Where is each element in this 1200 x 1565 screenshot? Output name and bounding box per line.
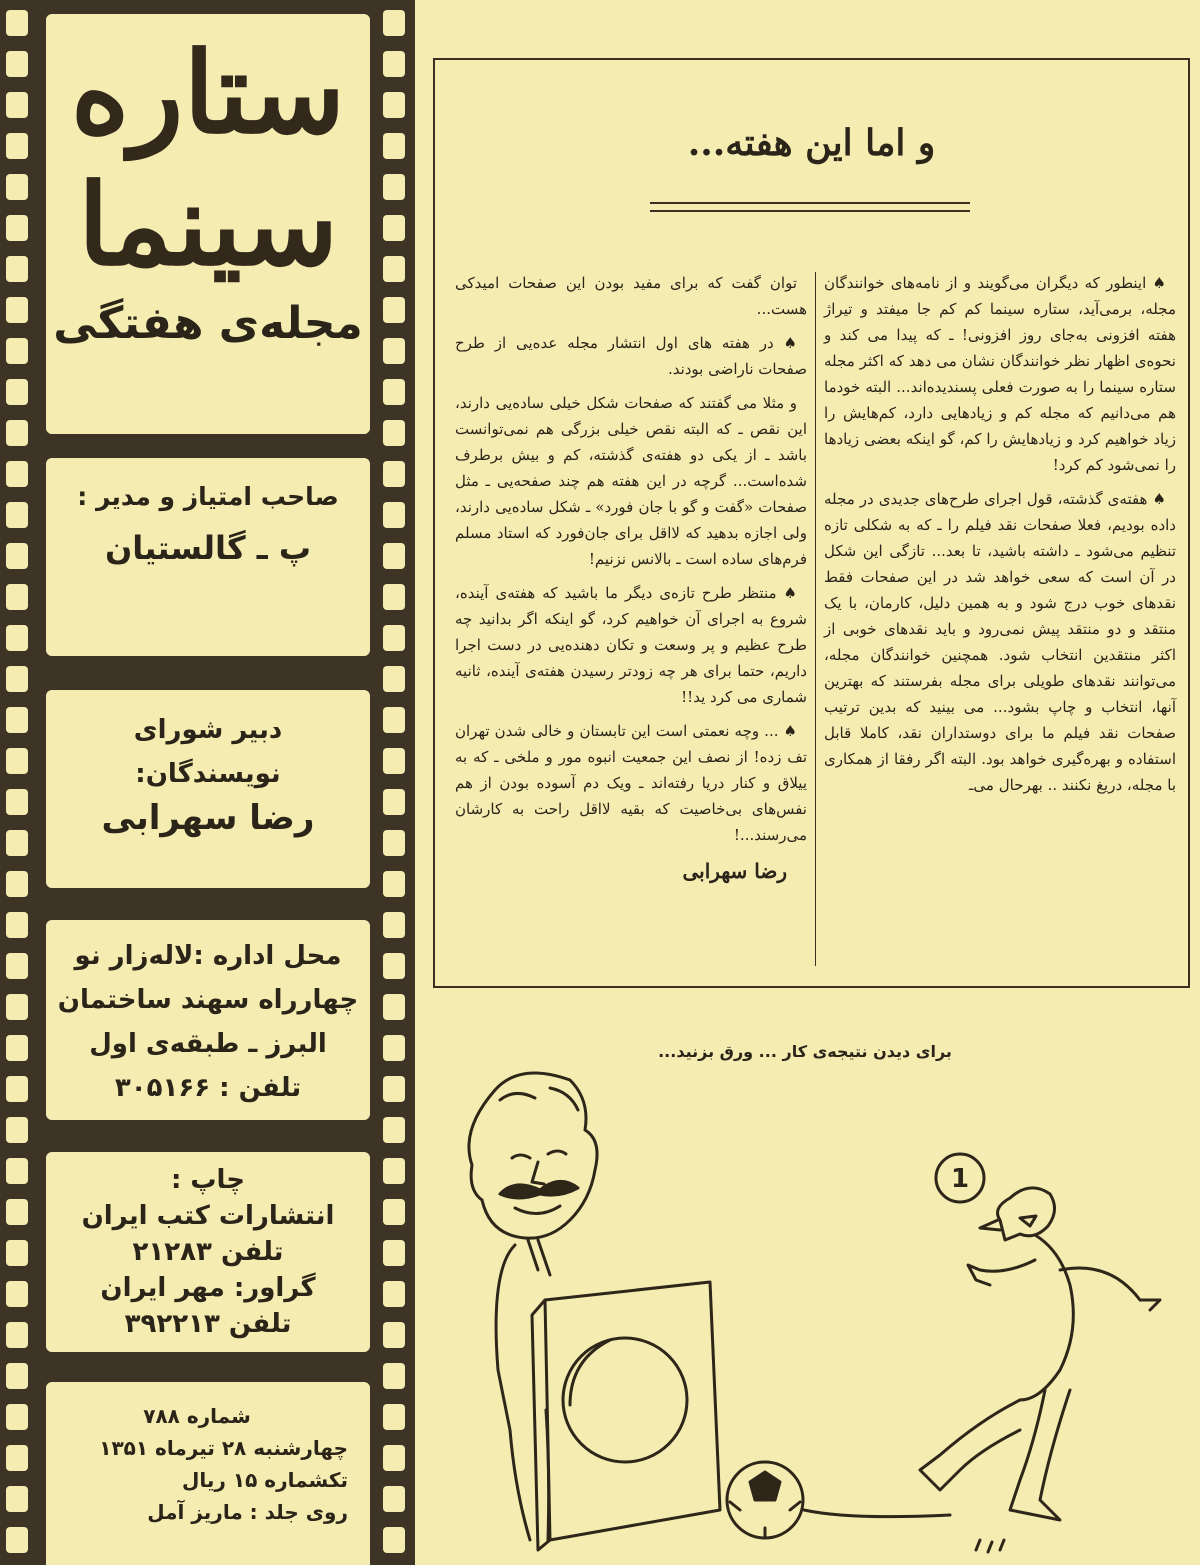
- masthead-title: [46, 28, 370, 292]
- cartoon-square-with-circle: [532, 1282, 720, 1550]
- film-perforation: [383, 461, 405, 487]
- issue-date: چهارشنبه ۲۸ تیرماه ۱۳۵۱: [99, 1436, 348, 1460]
- film-perforation: [383, 789, 405, 815]
- article-signature: رضا سهرابی: [682, 859, 787, 883]
- office-frame: [46, 920, 370, 1120]
- headline-rule-top: [650, 202, 970, 204]
- film-perforation: [383, 584, 405, 610]
- film-perforation: [383, 912, 405, 938]
- issue-price: تکشماره ۱۵ ریال: [182, 1468, 348, 1492]
- film-perforation: [6, 174, 28, 200]
- film-perforation: [383, 1445, 405, 1471]
- article-paragraph: ♠ در هفته های اول انتشار مجله عده‌یی از طرح صفحات ناراضی بودند.: [455, 334, 807, 378]
- film-perforation: [6, 748, 28, 774]
- film-perforation: [383, 1035, 405, 1061]
- film-perforation: [383, 51, 405, 77]
- headline-rule-bottom: [650, 210, 970, 212]
- film-perforation: [6, 1158, 28, 1184]
- print-line2: انتشارات کتب ایران: [81, 1201, 335, 1231]
- film-perforations-right: [383, 0, 405, 1565]
- print-line4: گراور: مهر ایران: [100, 1273, 316, 1303]
- article-headline: و اما این هفته...: [687, 122, 936, 164]
- film-perforation: [383, 871, 405, 897]
- film-perforation: [383, 338, 405, 364]
- film-perforation: [6, 1363, 28, 1389]
- film-perforation: [383, 502, 405, 528]
- film-perforation: [6, 1404, 28, 1430]
- publisher-name: پ ـ گالستیان: [104, 529, 312, 567]
- film-perforation: [383, 379, 405, 405]
- publisher-label: صاحب امتیاز و مدیر :: [77, 482, 339, 511]
- film-perforation: [383, 174, 405, 200]
- film-perforation: [383, 543, 405, 569]
- film-perforation: [6, 789, 28, 815]
- print-frame: [46, 1152, 370, 1352]
- film-perforation: [6, 338, 28, 364]
- film-perforation: [383, 1322, 405, 1348]
- cartoon-panel-number-badge: [936, 1154, 984, 1202]
- film-perforation: [383, 1117, 405, 1143]
- editorial-article: [433, 58, 1190, 988]
- article-paragraph: توان گفت که برای مفید بودن این صفحات امیدکی هست...: [455, 274, 807, 318]
- film-perforation: [383, 1158, 405, 1184]
- film-perforation: [383, 666, 405, 692]
- film-perforation: [383, 1404, 405, 1430]
- film-perforation: [6, 1035, 28, 1061]
- masthead-subtitle: مجله‌ی هفتگی: [53, 298, 363, 349]
- film-perforation: [6, 51, 28, 77]
- office-line2: چهارراه سهند ساختمان: [57, 985, 359, 1015]
- film-perforation: [6, 420, 28, 446]
- film-perforation: [6, 543, 28, 569]
- film-perforation: [6, 1240, 28, 1266]
- print-line1: چاپ :: [170, 1165, 246, 1195]
- film-perforation: [383, 1281, 405, 1307]
- editorial-board-line2: نویسندگان:: [135, 759, 281, 789]
- film-perforation: [6, 461, 28, 487]
- film-perforation: [6, 297, 28, 323]
- cartoon-illustration: [420, 1070, 1200, 1565]
- film-perforation: [6, 871, 28, 897]
- issue-number: شماره ۷۸۸: [143, 1404, 251, 1428]
- film-perforation: [6, 1281, 28, 1307]
- film-perforation: [6, 502, 28, 528]
- article-paragraph: ♠ منتظر طرح تازه‌ی دیگر ما باشید که هفته‌ی آینده، شروع به اجرای آن خواهیم کرد، گو اینکه اگر بدانید چه طرح عظیم و پر وسعت و تکان دهنده‌یی در دست اجرا داریم، حتما برای هر چه زودتر رسیدن هفته‌ی آینده، ثانیه شماری می کرد ید!!: [455, 584, 807, 706]
- masthead-title-line1: ستاره: [70, 28, 346, 159]
- film-perforation: [6, 912, 28, 938]
- film-perforation: [6, 953, 28, 979]
- film-perforation: [383, 830, 405, 856]
- film-perforation: [383, 1199, 405, 1225]
- film-perforation: [383, 10, 405, 36]
- issue-frame: [46, 1382, 370, 1565]
- film-perforation: [6, 10, 28, 36]
- film-perforation: [383, 92, 405, 118]
- film-perforation: [6, 1322, 28, 1348]
- column-divider: [815, 272, 816, 966]
- film-perforation: [6, 1527, 28, 1553]
- film-perforation: [383, 1486, 405, 1512]
- editorial-board-frame: [46, 690, 370, 888]
- film-perforation: [6, 215, 28, 241]
- film-perforation: [383, 625, 405, 651]
- article-paragraph: ♠ ... وچه نعمتی است این تابستان و خالی شدن تهران تف زده! از نصف این جمعیت انبوه مور و ملخی ـ که به ییلاق و کنار دریا رفته‌اند ـ ویک دم آسوده بودن از هم نفس‌های بی‌خاصیت که بقیه لااقل راحت به کارشان می‌رسند...!: [455, 722, 807, 844]
- film-perforation: [6, 133, 28, 159]
- film-perforation: [383, 994, 405, 1020]
- film-perforation: [6, 92, 28, 118]
- film-perforation: [6, 1117, 28, 1143]
- editorial-board-line1: دبیر شورای: [133, 715, 283, 745]
- film-perforation: [383, 1363, 405, 1389]
- office-line3: البرز ـ طبقه‌ی اول: [89, 1029, 327, 1059]
- film-perforation: [6, 1445, 28, 1471]
- film-perforation: [383, 748, 405, 774]
- film-perforation: [383, 1076, 405, 1102]
- film-perforation: [383, 133, 405, 159]
- article-paragraph: ♠ هفته‌ی گذشته، قول اجرای طرح‌های جدیدی در مجله داده بودیم، فعلا صفحات نقد فیلم را ـ که به شکلی تازه تنظیم می‌شود ـ داشته باشید، تا بعد... تازگی این شکل در آن است که سعی خواهد شد در این صفحات فقط نقدهای خوب درج شود و به همین دلیل، کارمان، با یک منتقد و دو منتقد پیش نمی‌رود و باید نقدهای خوبی از اکثر منتقدین انتخاب شود. همچنین خوانندگان مجله، می‌توانند نقدهای طویلی برای مجله بفرستند که بهترین آنها، انتخاب و چاپ بشود... می بینید که بدین ترتیب صفحات نقد فیلم ما برای دوستداران نقد، کاملا قابل استفاده و بهره‌گیری خواهد بود. البته اگر رفقا از همکاری با مجله، دریغ نکنند .. بهرحال می‌ـ: [824, 490, 1176, 794]
- film-perforation: [6, 1076, 28, 1102]
- film-perforation: [383, 420, 405, 446]
- film-perforation: [383, 953, 405, 979]
- office-phone: تلفن : ۳۰۵۱۶۶: [114, 1073, 302, 1103]
- film-perforation: [6, 1486, 28, 1512]
- article-column-right: [824, 270, 1176, 806]
- cartoon-kicking-man: [920, 1188, 1160, 1552]
- print-line5: تلفن ۳۹۲۲۱۳: [124, 1309, 292, 1339]
- cartoon-caption: برای دیدن نتیجه‌ی کار ... ورق بزنید...: [658, 1042, 952, 1061]
- film-perforation: [6, 666, 28, 692]
- film-perforation: [383, 1240, 405, 1266]
- masthead-frame: [46, 14, 370, 434]
- print-line3: تلفن ۲۱۲۸۳: [132, 1237, 284, 1267]
- article-paragraph: و مثلا می گفتند که صفحات شکل خیلی ساده‌یی دارند، این نقص ـ که البته نقص خیلی بزرگی هم نمی‌توانست باشد ـ از یکی دو هفته‌ی گذشته، کم و بیش برطرف شده‌است... گرچه در این هفته هم چند صفحه‌یی ـ مثل صفحات «گفت و گو با جان فورد» ـ شکل ساده‌یی دارند، ولی اجازه بدهید که لااقل برای جان‌فورد که استاد مسلم فرم‌های ساده است ـ بالانس نزنیم!: [455, 394, 807, 568]
- publisher-frame: [46, 458, 370, 656]
- article-column-left: [455, 270, 807, 884]
- cartoon-soccer-ball: [727, 1462, 950, 1538]
- film-perforation: [383, 707, 405, 733]
- masthead-title-line2: سینما: [77, 160, 339, 291]
- film-strip-sidebar: [0, 0, 415, 1565]
- film-perforation: [383, 256, 405, 282]
- film-perforation: [6, 625, 28, 651]
- film-perforation: [6, 256, 28, 282]
- film-perforations-left: [6, 0, 28, 1565]
- film-perforation: [383, 215, 405, 241]
- film-perforation: [383, 297, 405, 323]
- editorial-board-name: رضا سهرابی: [101, 798, 315, 838]
- film-perforation: [6, 994, 28, 1020]
- cartoon-panel-number: 1: [950, 1164, 970, 1194]
- article-paragraph: ♠ اینطور که دیگران می‌گویند و از نامه‌های خوانندگان مجله، برمی‌آید، ستاره سینما کم کم جا میفتد و تیراژ هفته افزونی به‌جای روز افزونی! ـ که پیدا می کند و نحوه‌ی اظهار نظر خوانندگان نشان می دهد که اکثر مجله ستاره سینما را به صورت فعلی پسندیده‌اند... البته خودما هم می‌دانیم که مجله کم و زیادهایی دارد، کم‌هایش را زیاد خواهیم کرد و زیادهایش را کم، گو اینکه بعضی زیادها را نمی‌شود کم کرد!: [824, 274, 1176, 474]
- film-perforation: [6, 707, 28, 733]
- film-perforation: [383, 1527, 405, 1553]
- film-perforation: [6, 1199, 28, 1225]
- office-line1: محل اداره :لاله‌زار نو: [74, 941, 342, 971]
- film-perforation: [6, 379, 28, 405]
- issue-cover: روی جلد : ماریز آمل: [147, 1500, 348, 1524]
- film-perforation: [6, 584, 28, 610]
- film-perforation: [6, 830, 28, 856]
